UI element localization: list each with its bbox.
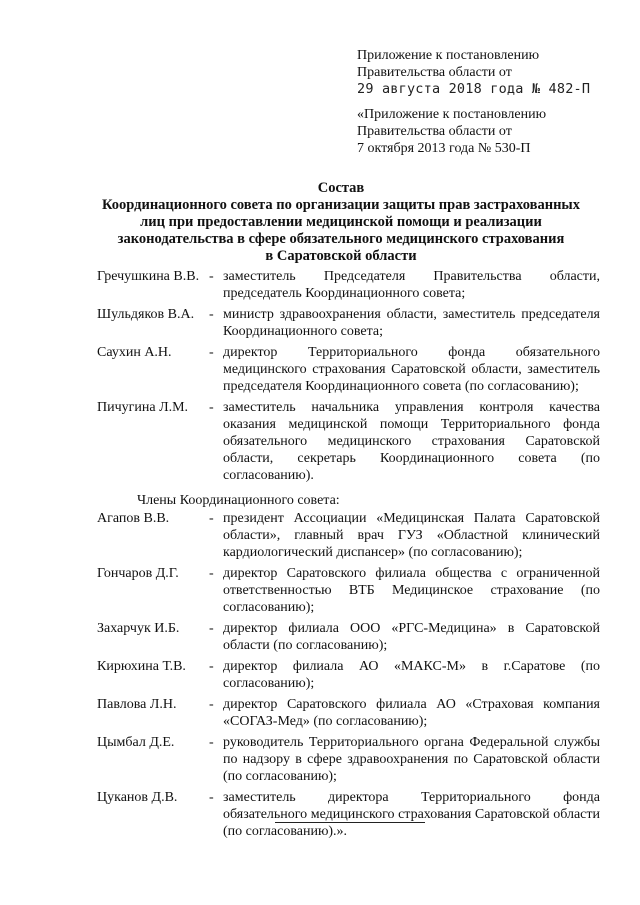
person-role: президент Ассоциации «Медицинская Палата Саратовской области», главный врач ГУЗ «Областной клинический кардиологический диспансер» (по согласованию); (223, 511, 600, 560)
person-entry (97, 510, 600, 561)
person-role: министр здравоохранения области, заместитель председателя Координационного совета; (223, 307, 600, 339)
person-name: Гречушкина В.В. (97, 269, 200, 284)
person-entry (97, 620, 600, 654)
leaders-list (97, 268, 600, 484)
end-divider (275, 822, 425, 823)
person-name: Агапов В.В. (97, 511, 170, 526)
dash-separator: - (209, 790, 214, 805)
dash-separator: - (209, 659, 214, 674)
person-name: Гончаров Д.Г. (97, 566, 179, 581)
previous-appendix-header (357, 106, 617, 157)
person-name: Цымбал Д.Е. (97, 735, 175, 750)
person-role: заместитель Председателя Правительства области, председатель Координационного совета; (223, 269, 600, 301)
appendix-date-stamp: 29 августа 2018 года № 482-П (357, 81, 591, 97)
person-entry (97, 789, 600, 840)
person-name: Кирюхина Т.В. (97, 659, 186, 674)
person-role: заместитель начальника управления контроля качества оказания медицинской помощи Территориального фонда обязательного медицинского страхования Саратовской области, секретарь Координационного совета (по согласованию). (223, 400, 600, 483)
dash-separator: - (209, 307, 214, 322)
person-name: Цуканов Д.В. (97, 790, 178, 805)
person-role: директор Саратовского филиала общества с ограниченной ответственностью ВТБ Медицинское страхование (по согласованию); (223, 566, 600, 615)
members-list (97, 510, 600, 840)
person-entry (97, 268, 600, 302)
person-name: Шульдяков В.А. (97, 307, 195, 322)
dash-separator: - (209, 511, 214, 526)
person-name: Пичугина Л.М. (97, 400, 189, 415)
dash-separator: - (209, 269, 214, 284)
person-entry (97, 734, 600, 785)
title-line-2: Координационного совета по организации защиты прав застрахованных (101, 197, 581, 213)
title-line-3: лиц при предоставлении медицинской помощи и реализации (140, 214, 542, 230)
person-name: Захарчук И.Б. (97, 621, 180, 636)
council-composition (97, 268, 600, 844)
dash-separator: - (209, 345, 214, 360)
person-role: директор Саратовского филиала АО «Страховая компания «СОГАЗ-Мед» (по согласованию); (223, 697, 600, 729)
person-entry (97, 658, 600, 692)
prev-appendix-line-3: 7 октября 2013 года № 530-П (357, 141, 531, 156)
person-role: заместитель директора Территориального фонда обязательного медицинского страхования Саратовской области (по согласованию).». (223, 790, 600, 839)
dash-separator: - (209, 697, 214, 712)
appendix-header (357, 47, 617, 98)
title-line-5: в Саратовской области (265, 248, 417, 264)
document-title (95, 180, 587, 265)
person-role: руководитель Территориального органа Федеральной службы по надзору в сфере здравоохранения по Саратовской области (по согласованию); (223, 735, 600, 784)
person-name: Саухин А.Н. (97, 345, 172, 360)
title-line-1: Состав (317, 180, 365, 196)
person-entry (97, 399, 600, 484)
title-line-4: законодательства в сфере обязательного медицинского страхования (117, 231, 565, 247)
person-role: директор филиала ООО «РГС-Медицина» в Саратовской области (по согласованию); (223, 621, 600, 653)
dash-separator: - (209, 400, 214, 415)
dash-separator: - (209, 621, 214, 636)
person-name: Павлова Л.Н. (97, 697, 177, 712)
person-entry (97, 696, 600, 730)
prev-appendix-line-1: «Приложение к постановлению (357, 107, 547, 122)
person-role: директор Территориального фонда обязательного медицинского страхования Саратовской области, заместитель председателя Координационного совета (по согласованию); (223, 345, 600, 394)
person-role: директор филиала АО «МАКС-М» в г.Саратове (по согласованию); (223, 659, 600, 691)
dash-separator: - (209, 566, 214, 581)
dash-separator: - (209, 735, 214, 750)
person-entry (97, 306, 600, 340)
person-entry (97, 344, 600, 395)
appendix-line-2: Правительства области от (357, 65, 512, 80)
person-entry (97, 565, 600, 616)
prev-appendix-line-2: Правительства области от (357, 124, 512, 139)
appendix-line-1: Приложение к постановлению (357, 48, 540, 63)
members-heading: Члены Координационного совета: (137, 493, 340, 508)
